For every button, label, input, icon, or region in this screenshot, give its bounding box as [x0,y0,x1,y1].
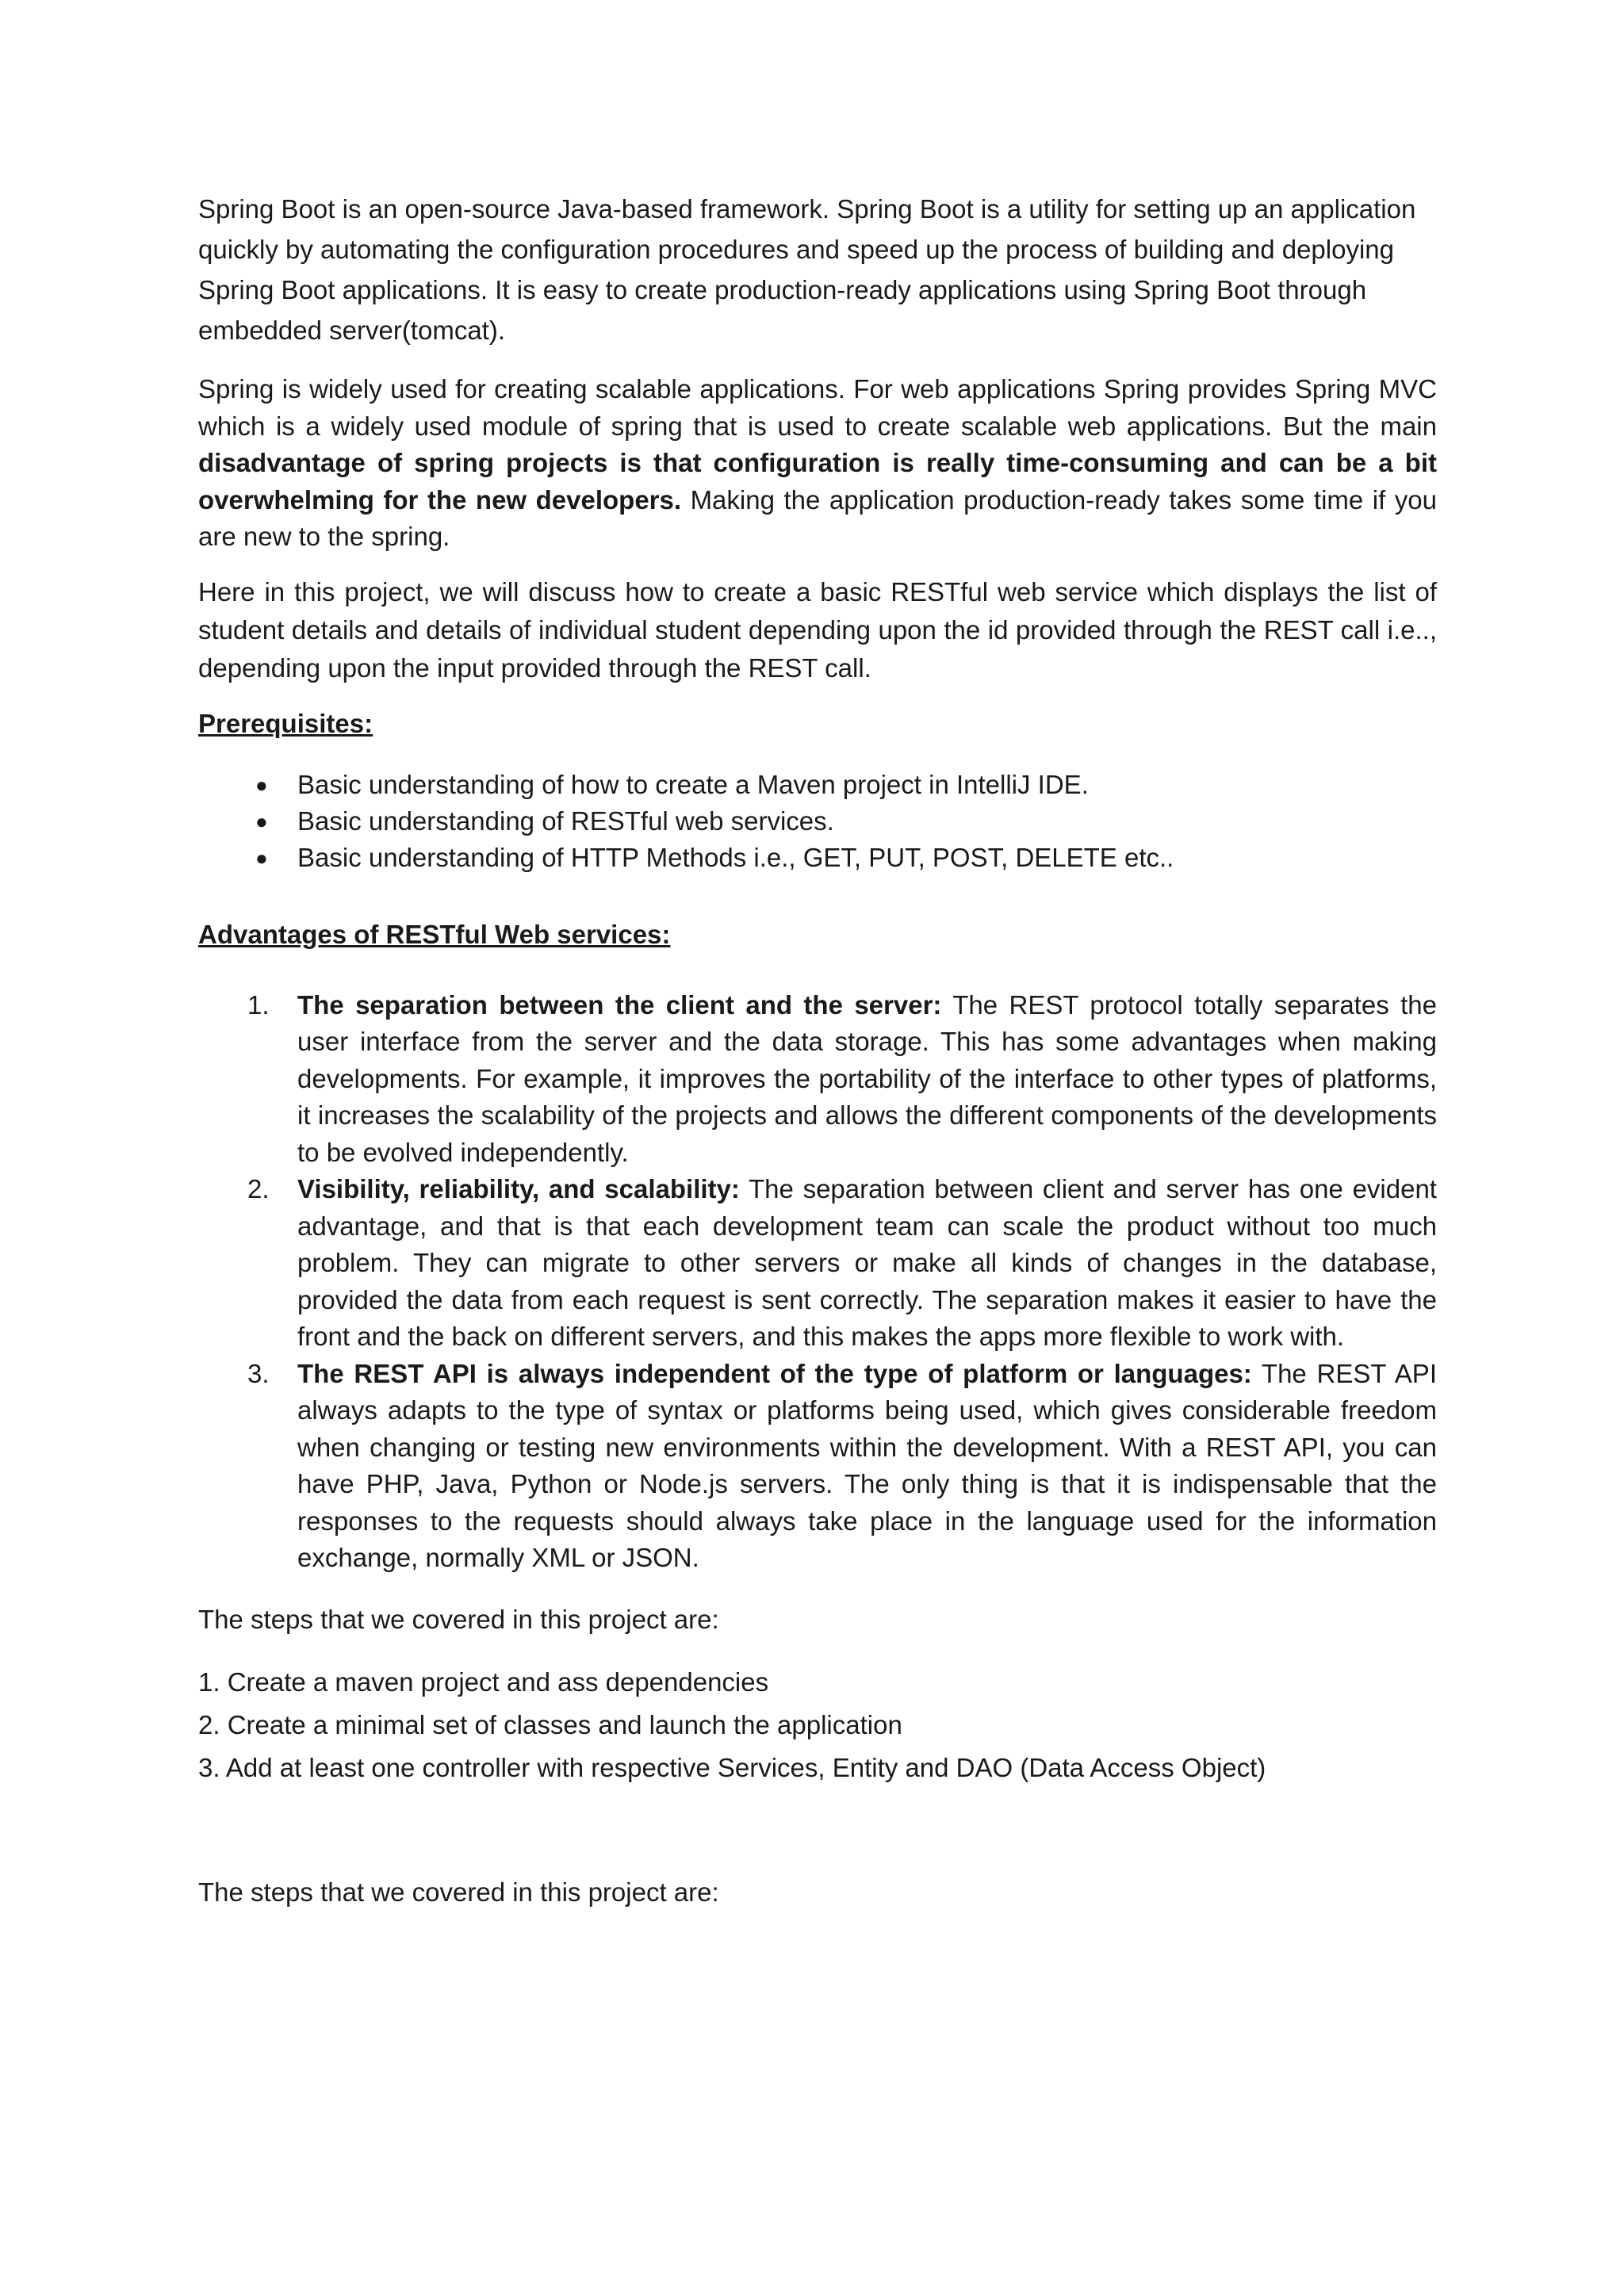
list-item [198,840,1437,876]
spring-paragraph-text-end: Making the application production-ready takes some time if you are new to the spring. [198,484,1437,551]
bullet-icon: ● [255,772,268,797]
list-item [198,1356,1437,1577]
advantage-title: The REST API is always independent of the type of platform or languages: [297,1358,1252,1388]
list-item [198,1171,1437,1356]
list-item-text: Basic understanding of RESTful web services. [297,806,834,836]
advantages-list [198,987,1437,1577]
step-item: 3. Add at least one controller with respective Services, Entity and DAO (Data Access Object) [198,1752,1266,1782]
list-item [198,767,1437,803]
steps-intro: The steps that we covered in this project are: [198,1604,719,1634]
spring-paragraph [198,371,1437,556]
list-number: 3. [247,1358,270,1388]
spring-paragraph-bold: disadvantage of spring projects is that configuration is really time-consuming and can be a bit overwhelming for the new developers. [198,448,1437,515]
list-number: 1. [247,989,270,1020]
advantage-title: Visibility, reliability, and scalability: [297,1174,740,1203]
bullet-icon: ● [255,845,268,870]
project-paragraph: Here in this project, we will discuss how to create a basic RESTful web service which displays the list of student details and details of individual student depending upon the id provided through the REST call i.e.., depending upon the input provided through the REST call. [198,576,1437,683]
bullet-icon: ● [255,809,268,833]
advantage-text: The REST API always adapts to the type of syntax or platforms being used, which gives considerable freedom when changing or testing new environments within the development. With a REST API, you can have PHP, Java, Python or Node.js servers. The only thing is that it is indispensable that the responses to the requests should always take place in the language used for the information exchange, normally XML or JSON. [297,1358,1437,1572]
list-item-text: Basic understanding of HTTP Methods i.e., GET, PUT, POST, DELETE etc.. [297,842,1174,872]
advantages-heading: Advantages of RESTful Web services: [198,919,671,949]
intro-paragraph: Spring Boot is an open-source Java-based framework. Spring Boot is a utility for setting up an application quickly by automating the configuration procedures and speed up the process of building and deploying Spring Boot applications. It is easy to create production-ready applications using Spring Boot through embedded server(tomcat). [198,194,1416,345]
list-number: 2. [247,1174,270,1203]
step-item: 2. Create a minimal set of classes and launch the application [198,1709,902,1739]
advantage-text: The REST protocol totally separates the user interface from the server and the data storage. This has some advantages when making developments. For example, it improves the portability of the interface to other types of platforms, it increases the scalability of the projects and allows the different components of the developments to be evolved independently. [297,989,1437,1167]
advantage-text: The separation between client and server has one evident advantage, and that is that each development team can scale the product without too much problem. They can migrate to other servers or make all kinds of changes in the database, provided the data from each request is sent correctly. The separation makes it easier to have the front and the back on different servers, and this makes the apps more flexible to work with. [297,1174,1437,1351]
spring-paragraph-text: Spring is widely used for creating scalable applications. For web applications Spring provides Spring MVC which is a widely used module of spring that is used to create scalable web applications. But the main [198,374,1437,441]
prerequisites-list [198,767,1437,876]
steps-intro-repeat: The steps that we covered in this project are: [198,1877,719,1907]
list-item-text: Basic understanding of how to create a Maven project in IntelliJ IDE. [297,769,1089,799]
advantage-title: The separation between the client and the server: [297,989,942,1020]
prerequisites-heading: Prerequisites: [198,708,373,738]
document-page [198,189,1437,1911]
list-item [198,803,1437,840]
list-item [198,987,1437,1172]
step-item: 1. Create a maven project and ass dependencies [198,1667,769,1697]
